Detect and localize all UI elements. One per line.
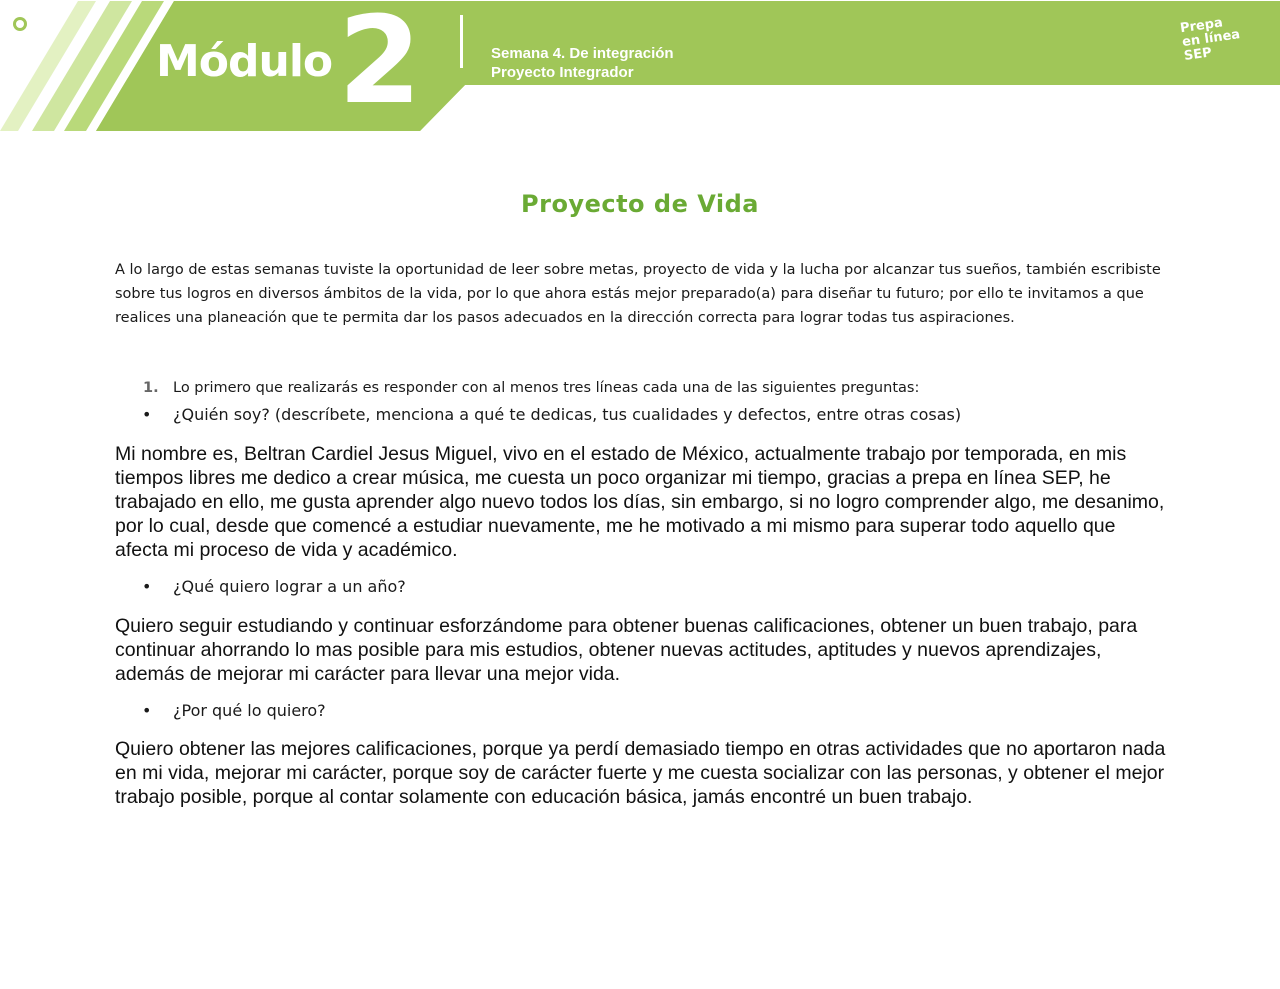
question-text: ¿Quién soy? (descríbete, menciona a qué te dedicas, tus cualidades y defectos, entre otras cosas) — [173, 405, 962, 424]
project-line: Proyecto Integrador — [491, 64, 634, 81]
document-title: Proyecto de Vida — [521, 190, 759, 218]
module-word: Módulo — [156, 36, 333, 87]
bullet-icon: • — [142, 701, 152, 720]
bullet-icon: • — [142, 577, 152, 596]
week-info — [491, 44, 674, 82]
week-line: Semana 4. De integración — [491, 45, 674, 62]
question-text: ¿Por qué lo quiero? — [173, 701, 326, 720]
answer-paragraph: Quiero obtener las mejores calificaciones, porque ya perdí demasiado tiempo en otras actividades que no aportaron nada en mi vida, mejorar mi carácter, porque soy de carácter fuerte y me cuesta socializar con las personas, y obtener el mejor trabajo posible, porque al contar solamente con educación básica, jamás encontré un buen trabajo. — [115, 738, 1166, 808]
bullet-icon: • — [142, 405, 152, 424]
question-text: ¿Qué quiero lograr a un año? — [173, 577, 406, 596]
logo-text: Prepa en línea SEP — [1179, 15, 1242, 64]
prepa-en-linea-logo-icon — [0, 0, 80, 62]
answer-paragraph: Quiero seguir estudiando y continuar esforzándome para obtener buenas calificaciones, obtener un buen trabajo, para continuar ahorrando lo mas posible para mis estudios, obtener nuevas actitudes, aptitudes y nuevos aprendizajes, además de mejorar mi carácter para llevar una mejor vida. — [115, 615, 1138, 685]
module-number: 2 — [338, 0, 418, 131]
header-divider — [460, 15, 463, 68]
instruction-text: Lo primero que realizarás es responder con al menos tres líneas cada una de las siguientes preguntas: — [173, 380, 920, 396]
intro-paragraph: A lo largo de estas semanas tuviste la oportunidad de leer sobre metas, proyecto de vida y la lucha por alcanzar tus sueños, también escribiste sobre tus logros en diversos ámbitos de la vida, por lo que ahora estás mejor preparado(a) para diseñar tu futuro; por ello te invitamos a que realices una planeación que te permita dar los pasos adecuados en la dirección correcta para lograr todas tus aspiraciones. — [115, 262, 1161, 326]
module-banner — [0, 0, 1280, 135]
instruction-number: 1. — [143, 380, 159, 396]
answer-paragraph: Mi nombre es, Beltran Cardiel Jesus Miguel, vivo en el estado de México, actualmente trabajo por temporada, en mis tiempos libres me dedico a crear música, me cuesta un poco organizar mi tiempo, gracias a prepa en línea SEP, he trabajado en ello, me gusta aprender algo nuevo todos los días, sin embargo, si no logro comprender algo, me desanimo, por lo cual, desde que comencé a estudiar nuevamente, me he motivado a mi mismo para superar todo aquello que afecta mi proceso de vida y académico. — [115, 443, 1165, 561]
